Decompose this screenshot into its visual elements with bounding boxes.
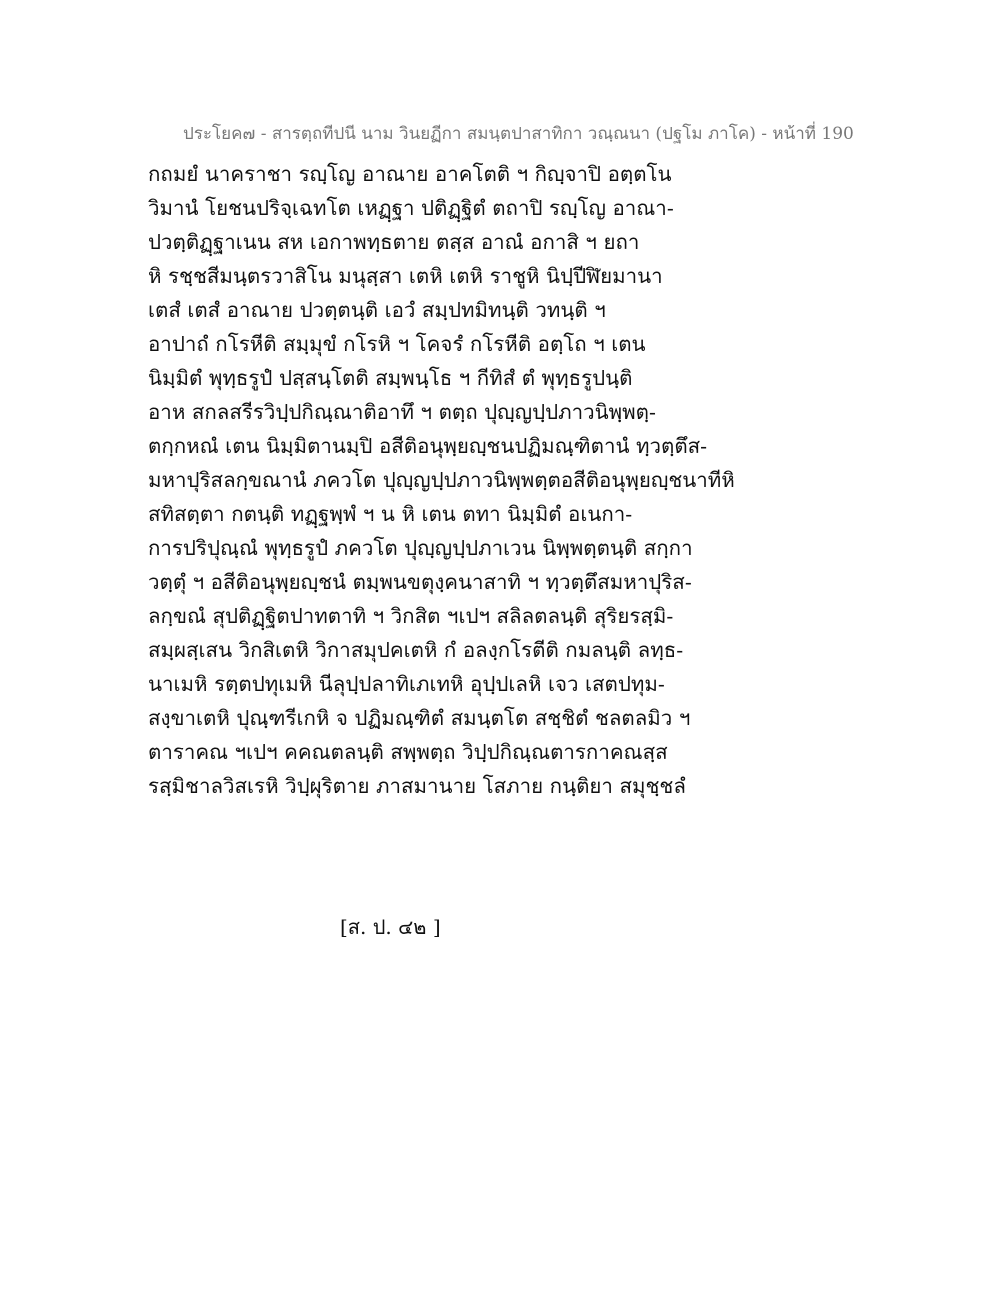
text-line: หิ รชฺชสีมนฺตรวาสิโน มนุสฺสา เตหิ เตหิ ราชูหิ นิปฺปีฬิยมานา xyxy=(148,264,663,288)
running-header: ประโยค๗ - สารตฺถทีปนี นาม วินยฏีกา สมนฺตปาสาทิกา วณฺณนา (ปฐโม ภาโค) - หน้าที่ 190 xyxy=(183,124,854,144)
text-line: กถมยํ นาคราชา รญฺโญ อาณาย อาคโตติ ฯ กิญฺจาปิ อตฺตโน xyxy=(148,162,672,186)
text-line: วตฺตุํ ฯ อสีติอนุพฺยญฺชนํ ตมฺพนขตุงฺคนาสาทิ ฯ ทฺวตฺตึสมหาปุริส- xyxy=(148,570,692,594)
text-line: วิมานํ โยชนปริจฺเฉทโต เหฏฺฐา ปติฏฺฐิตํ ตถาปิ รญฺโญ อาณา- xyxy=(148,196,674,220)
text-line: ปวตฺติฏฺฐาเนน สห เอกาพทฺธตาย ตสฺส อาณํ อกาสิ ฯ ยถา xyxy=(148,230,640,254)
text-line: มหาปุริสลกฺขณานํ ภควโต ปุญฺญปฺปภาวนิพฺพตฺตอสีติอนุพฺยญฺชนาทีหิ xyxy=(148,468,735,492)
text-line: สมฺผสฺเสน วิกสิเตหิ วิกาสมุปคเตหิ กํ อลงฺกโรตีติ กมลนฺติ ลทฺธ- xyxy=(148,638,684,662)
text-line: ตาราคณ ฯเปฯ คคณตลนฺติ สพฺพตฺถ วิปฺปกิณฺณตารกาคณสฺส xyxy=(148,740,668,764)
text-line: นาเมหิ รตฺตปทุเมหิ นีลุปฺปลาทิเภเทหิ อุปฺปเลหิ เจว เสตปทุม- xyxy=(148,672,665,696)
text-line: รสฺมิชาลวิสเรหิ วิปฺผุริตาย ภาสมานาย โสภาย กนฺติยา สมุชฺชลํ xyxy=(148,774,686,798)
text-line: การปริปุณฺณํ พุทฺธรูปํ ภควโต ปุญฺญปฺปภาเวน นิพฺพตฺตนฺติ สกฺกา xyxy=(148,536,693,560)
page-reference: [ส. ป. ๔๒ ] xyxy=(340,915,441,939)
text-line: ลกฺขณํ สุปติฏฺฐิตปาทตาทิ ฯ วิกสิต ฯเปฯ สลิลตลนฺติ สุริยรสฺมิ- xyxy=(148,604,674,628)
text-line: สงฺขาเตหิ ปุณฺฑรีเกหิ จ ปฏิมณฺฑิตํ สมนฺตโต สชฺชิตํ ชลตลมิว ฯ xyxy=(148,706,691,730)
text-line: นิมฺมิตํ พุทฺธรูปํ ปสฺสนฺโตติ สมฺพนฺโธ ฯ กีทิสํ ตํ พุทฺธรูปนฺติ xyxy=(148,366,633,390)
body-text xyxy=(148,157,868,803)
text-line: ตกฺกหณํ เตน นิมฺมิตานมฺปิ อสีติอนุพฺยญฺชนปฏิมณฺฑิตานํ ทฺวตฺตึส- xyxy=(148,434,708,458)
text-line: อาห สกลสรีรวิปฺปกิณฺณาติอาทึ ฯ ตตฺถ ปุญฺญปฺปภาวนิพฺพตฺ- xyxy=(148,400,656,424)
text-line: เตสํ เตสํ อาณาย ปวตฺตนฺติ เอวํ สมฺปทมิทนฺติ วทนฺติ ฯ xyxy=(148,298,606,322)
text-line: สทิสตฺตา กตนฺติ ทฏฺฐพฺพํ ฯ น หิ เตน ตทา นิมฺมิตํ อเนกา- xyxy=(148,502,633,526)
text-line: อาปาถํ กโรหีติ สมฺมุขํ กโรหิ ฯ โคจรํ กโรหีติ อตฺโถ ฯ เตน xyxy=(148,332,646,356)
